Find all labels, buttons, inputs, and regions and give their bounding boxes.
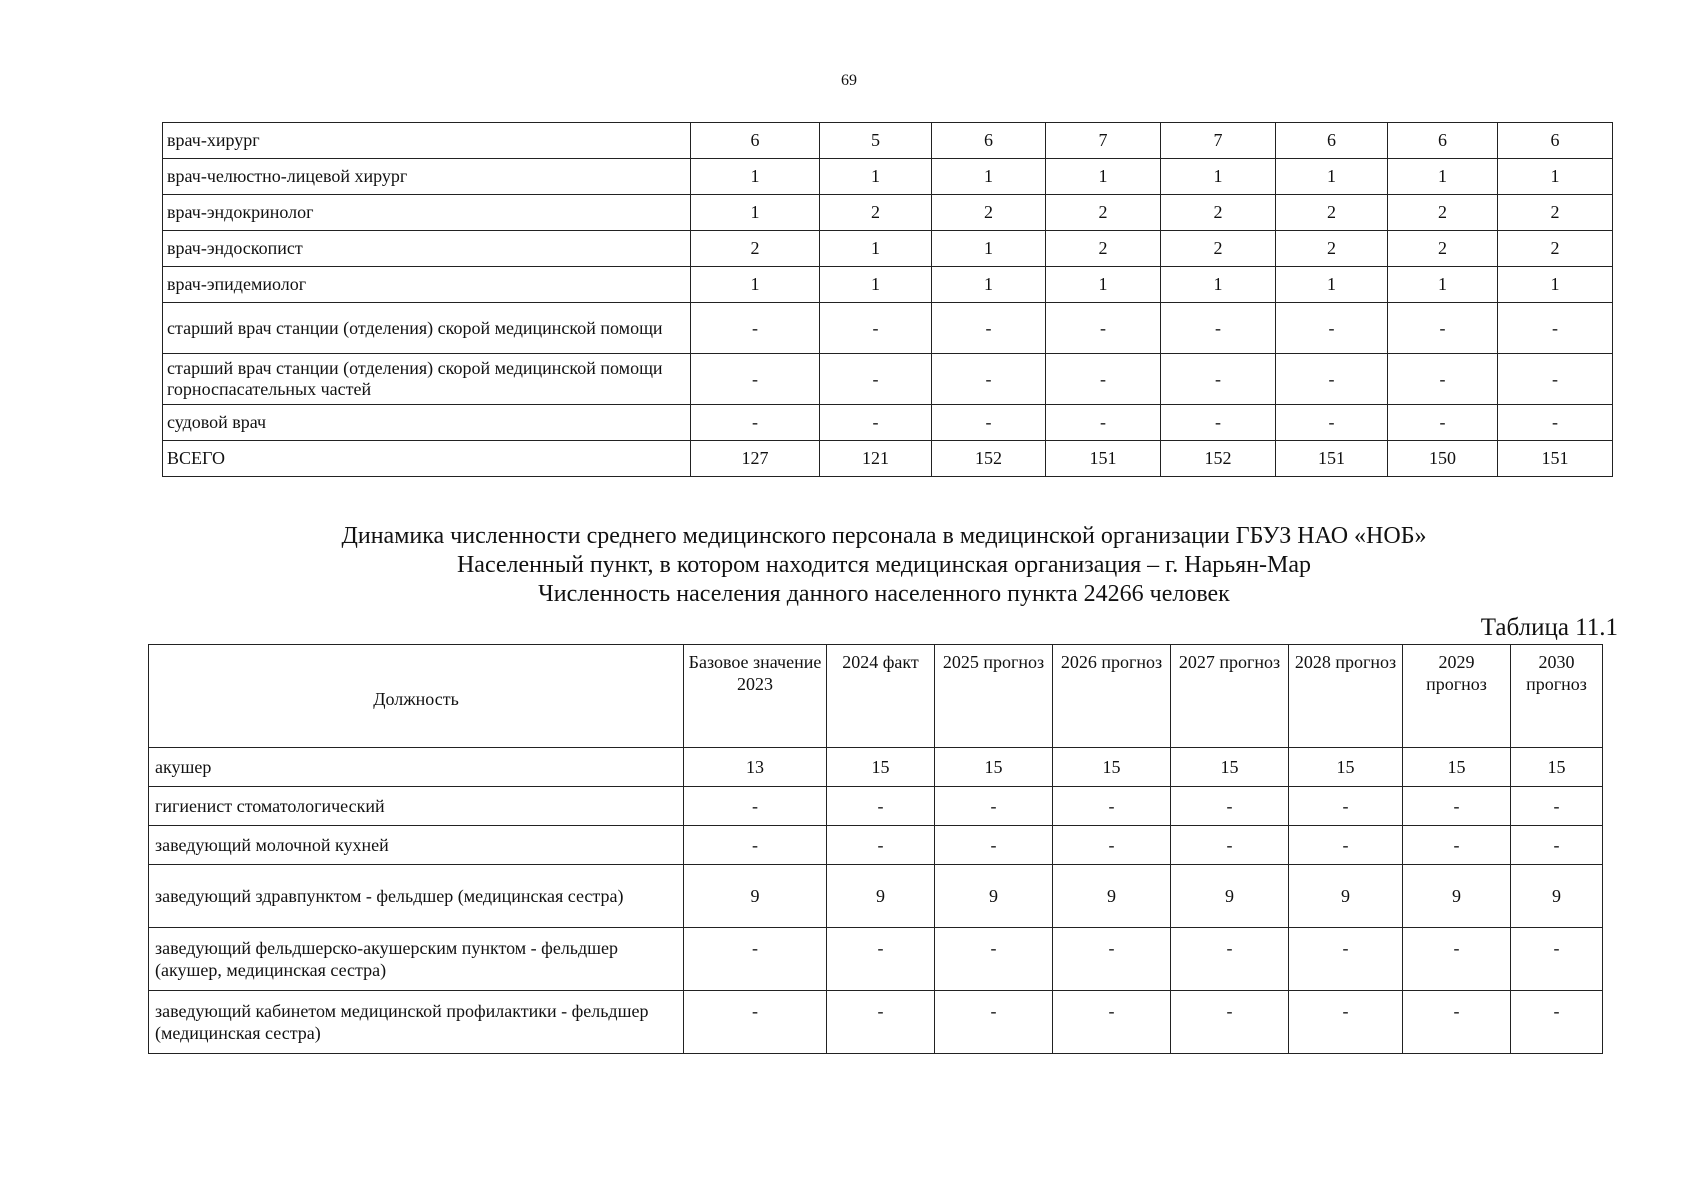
row-label: врач-хирург <box>163 123 691 159</box>
table-cell: - <box>1161 303 1276 354</box>
section-heading: Динамика численности среднего медицинского персонала в медицинской организации ГБУЗ НАО «НОБ» <box>341 523 1427 549</box>
table-cell: 6 <box>1498 123 1613 159</box>
staff-table-continued <box>162 122 1613 477</box>
table-cell: - <box>1161 405 1276 441</box>
table-cell: 1 <box>932 159 1046 195</box>
table-cell: 9 <box>1053 865 1171 928</box>
table-cell: - <box>1289 787 1403 826</box>
table-row <box>149 787 1603 826</box>
table-cell: - <box>827 991 935 1054</box>
table-row <box>163 405 1613 441</box>
table-cell: 2 <box>1276 231 1388 267</box>
table-cell: 1 <box>691 195 820 231</box>
table-cell: 15 <box>1053 748 1171 787</box>
table-cell: 9 <box>827 865 935 928</box>
table-cell: - <box>1161 354 1276 405</box>
row-label: врач-эндокринолог <box>163 195 691 231</box>
table-row <box>149 928 1603 991</box>
table-cell: 2 <box>691 231 820 267</box>
table-row <box>149 826 1603 865</box>
table-cell: 1 <box>820 231 932 267</box>
table-cell: - <box>1053 928 1171 991</box>
table-cell: - <box>684 826 827 865</box>
table-cell: 1 <box>691 159 820 195</box>
table-cell: - <box>691 303 820 354</box>
table-cell: 121 <box>820 441 932 477</box>
table-cell: 13 <box>684 748 827 787</box>
table-cell: 2 <box>1498 231 1613 267</box>
table-cell: - <box>820 354 932 405</box>
table-row <box>149 991 1603 1054</box>
table-cell: 1 <box>691 267 820 303</box>
row-label: заведующий кабинетом медицинской профилактики - фельдшер (медицинская сестра) <box>149 991 684 1054</box>
row-label: заведующий здравпунктом - фельдшер (медицинская сестра) <box>149 865 684 928</box>
table-cell: - <box>1511 928 1603 991</box>
table-cell: 2 <box>932 195 1046 231</box>
table-cell: 151 <box>1046 441 1161 477</box>
table-cell: 1 <box>932 267 1046 303</box>
table-cell: - <box>1276 303 1388 354</box>
table-cell: 1 <box>820 267 932 303</box>
table-cell: - <box>1498 354 1613 405</box>
table-cell: 9 <box>1171 865 1289 928</box>
page-number: 69 <box>841 72 857 89</box>
table-cell: 1 <box>1161 159 1276 195</box>
table-row <box>163 354 1613 405</box>
table-cell: - <box>827 787 935 826</box>
row-label: заведующий фельдшерско-акушерским пунктом - фельдшер (акушер, медицинская сестра) <box>149 928 684 991</box>
table-cell: - <box>1511 787 1603 826</box>
table-cell: 9 <box>684 865 827 928</box>
table-cell: 2 <box>1161 231 1276 267</box>
table-cell: 15 <box>1511 748 1603 787</box>
table-cell: 1 <box>820 159 932 195</box>
row-label: врач-эндоскопист <box>163 231 691 267</box>
table-cell: - <box>1171 826 1289 865</box>
table-cell: - <box>827 826 935 865</box>
table-row <box>163 267 1613 303</box>
table-cell: - <box>684 928 827 991</box>
table-caption: Таблица 11.1 <box>1480 614 1618 641</box>
row-label: врач-челюстно-лицевой хирург <box>163 159 691 195</box>
table-row <box>149 865 1603 928</box>
column-header: 2024 факт <box>827 645 935 748</box>
row-label: акушер <box>149 748 684 787</box>
table-cell: - <box>1498 405 1613 441</box>
table-cell: 1 <box>1046 159 1161 195</box>
table-cell: - <box>1388 303 1498 354</box>
table-cell: 150 <box>1388 441 1498 477</box>
table-cell: - <box>932 354 1046 405</box>
table-cell: 1 <box>1046 267 1161 303</box>
table-cell: - <box>1511 991 1603 1054</box>
column-header: 2029 прогноз <box>1403 645 1511 748</box>
row-label: старший врач станции (отделения) скорой медицинской помощи <box>163 303 691 354</box>
table-cell: - <box>932 405 1046 441</box>
column-header: 2026 прогноз <box>1053 645 1171 748</box>
table-cell: 9 <box>1289 865 1403 928</box>
table-cell: - <box>1053 787 1171 826</box>
table-cell: 1 <box>1161 267 1276 303</box>
table-cell: 15 <box>1171 748 1289 787</box>
table-cell: - <box>1388 405 1498 441</box>
table-cell: 6 <box>1276 123 1388 159</box>
table-cell: - <box>1276 405 1388 441</box>
table-cell: 7 <box>1046 123 1161 159</box>
row-label: ВСЕГО <box>163 441 691 477</box>
table-header-row <box>149 645 1603 748</box>
table-cell: 2 <box>1498 195 1613 231</box>
table-cell: - <box>1046 405 1161 441</box>
table-cell: 1 <box>1388 267 1498 303</box>
row-label: гигиенист стоматологический <box>149 787 684 826</box>
row-label: врач-эпидемиолог <box>163 267 691 303</box>
table-cell: 9 <box>1511 865 1603 928</box>
table-cell: 6 <box>691 123 820 159</box>
table-cell: - <box>1289 928 1403 991</box>
table-cell: 151 <box>1498 441 1613 477</box>
table-cell: - <box>935 928 1053 991</box>
table-cell: 5 <box>820 123 932 159</box>
table-row <box>163 159 1613 195</box>
table-row <box>163 195 1613 231</box>
table-cell: - <box>1403 787 1511 826</box>
table-cell: - <box>1289 991 1403 1054</box>
table-cell: - <box>684 991 827 1054</box>
table-cell: 2 <box>1161 195 1276 231</box>
table-row <box>163 231 1613 267</box>
table-cell: - <box>1403 928 1511 991</box>
table-cell: - <box>691 405 820 441</box>
row-label: заведующий молочной кухней <box>149 826 684 865</box>
table-cell: 151 <box>1276 441 1388 477</box>
table-cell: - <box>827 928 935 991</box>
table-cell: 9 <box>1403 865 1511 928</box>
table-cell: 1 <box>1388 159 1498 195</box>
table-cell: - <box>1498 303 1613 354</box>
table-cell: 1 <box>1276 267 1388 303</box>
table-cell: 2 <box>1388 231 1498 267</box>
table-cell: 152 <box>1161 441 1276 477</box>
table-cell: 15 <box>935 748 1053 787</box>
table-cell: - <box>1289 826 1403 865</box>
table-cell: 15 <box>1289 748 1403 787</box>
table-cell: - <box>684 787 827 826</box>
row-label: судовой врач <box>163 405 691 441</box>
table-cell: - <box>932 303 1046 354</box>
table-cell: 2 <box>1046 195 1161 231</box>
table-cell: - <box>1053 991 1171 1054</box>
table-cell: - <box>820 405 932 441</box>
table-cell: - <box>691 354 820 405</box>
table-cell: - <box>935 991 1053 1054</box>
table-cell: 1 <box>1276 159 1388 195</box>
section-subheading-location: Населенный пункт, в котором находится медицинская организация – г. Нарьян-Мар <box>456 552 1312 578</box>
table-cell: - <box>1511 826 1603 865</box>
table-cell: - <box>1171 787 1289 826</box>
column-header: Должность <box>149 645 684 748</box>
table-row <box>163 123 1613 159</box>
table-cell: 6 <box>932 123 1046 159</box>
table-cell: 9 <box>935 865 1053 928</box>
table-cell: 2 <box>1388 195 1498 231</box>
table-cell: - <box>1171 928 1289 991</box>
table-cell: 2 <box>820 195 932 231</box>
table-cell: 2 <box>1046 231 1161 267</box>
table-cell: - <box>1403 826 1511 865</box>
table-cell: 1 <box>932 231 1046 267</box>
table-cell: 152 <box>932 441 1046 477</box>
table-cell: 127 <box>691 441 820 477</box>
table-cell: - <box>1046 303 1161 354</box>
column-header: Базовое значение 2023 <box>684 645 827 748</box>
column-header: 2030 прогноз <box>1511 645 1603 748</box>
table-row <box>163 303 1613 354</box>
table-cell: 15 <box>827 748 935 787</box>
table-cell: 1 <box>1498 159 1613 195</box>
table-cell: - <box>935 787 1053 826</box>
section-subheading-population: Численность населения данного населенного пункта 24266 человек <box>538 581 1230 607</box>
table-cell: - <box>1388 354 1498 405</box>
table-cell: 1 <box>1498 267 1613 303</box>
row-label: старший врач станции (отделения) скорой медицинской помощи горноспасательных частей <box>163 354 691 405</box>
table-row <box>163 441 1613 477</box>
table-cell: - <box>1276 354 1388 405</box>
table-cell: 15 <box>1403 748 1511 787</box>
table-cell: - <box>1171 991 1289 1054</box>
table-cell: - <box>820 303 932 354</box>
table-cell: 6 <box>1388 123 1498 159</box>
column-header: 2025 прогноз <box>935 645 1053 748</box>
column-header: 2027 прогноз <box>1171 645 1289 748</box>
table-cell: 7 <box>1161 123 1276 159</box>
table-cell: - <box>935 826 1053 865</box>
table-cell: - <box>1053 826 1171 865</box>
column-header: 2028 прогноз <box>1289 645 1403 748</box>
table-cell: 2 <box>1276 195 1388 231</box>
table-cell: - <box>1046 354 1161 405</box>
table-row <box>149 748 1603 787</box>
nursing-staff-table <box>148 644 1603 1054</box>
table-cell: - <box>1403 991 1511 1054</box>
